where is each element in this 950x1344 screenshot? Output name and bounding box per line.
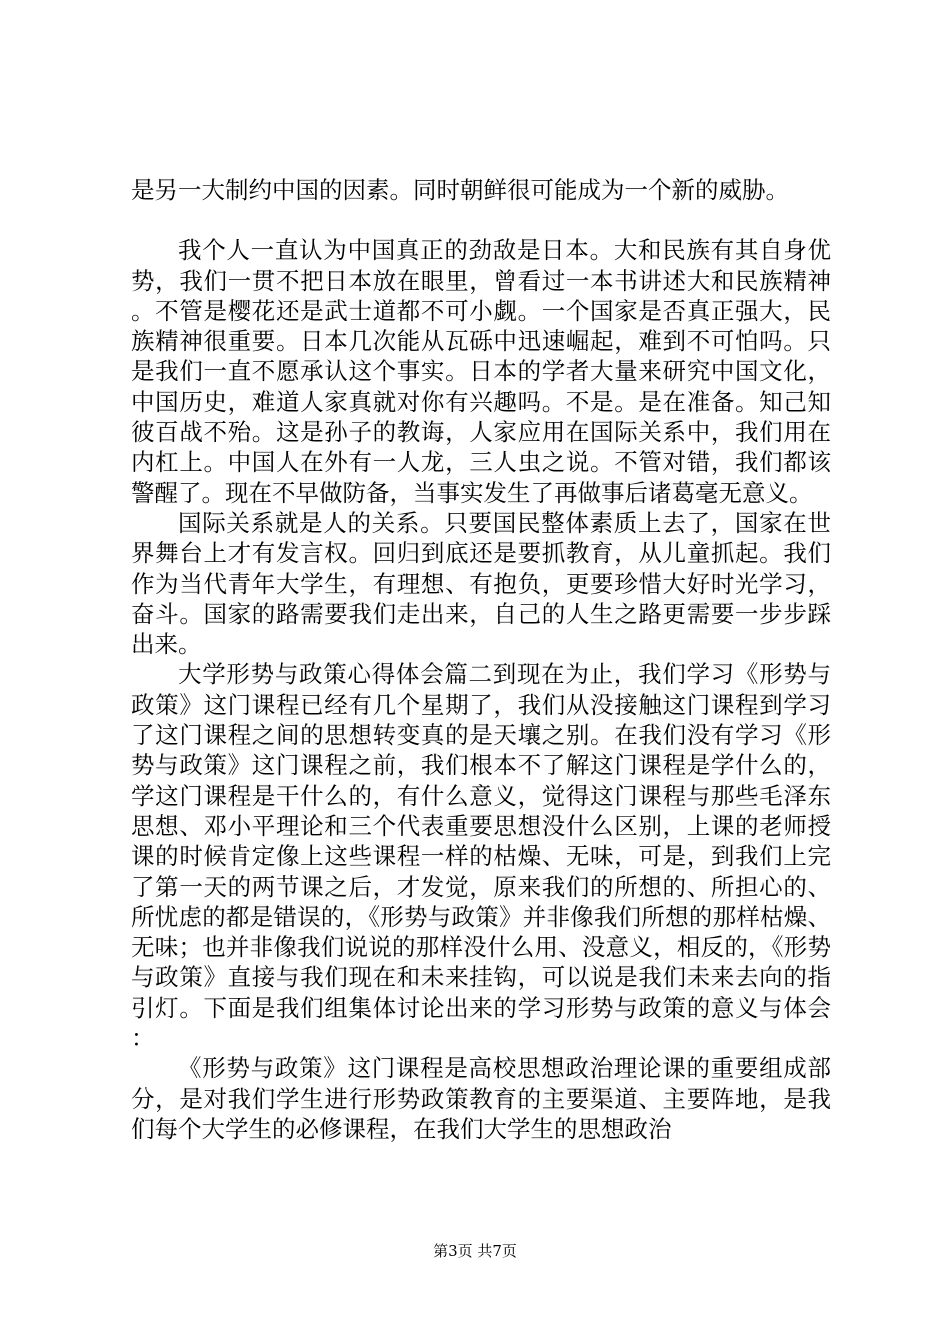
- paragraph-part-two-intro: 大学形势与政策心得体会篇二到现在为止，我们学习《形势与政策》这门课程已经有几个星期了，我们从没接触这门课程到学习了这门课程之间的思想转变真的是天壤之别。在我们没有学习《形势与政策》这门课程之前，我们根本不了解这门课程是学什么的，学这门课程是干什么的，有什么意义，觉得这门课程与那些毛泽东思想、邓小平理论和三个代表重要思想没什么区别，上课的老师授课的时候肯定像上这些课程一样的枯燥、无味，可是，到我们上完了第一天的两节课之后，才发觉，原来我们的所想的、所担心的、所忧虑的都是错误的，《形势与政策》并非像我们所想的那样枯燥、无味；也并非像我们说说的那样没什么用、没意义，相反的，《形势与政策》直接与我们现在和未来挂钩，可以说是我们未来去向的指引灯。下面是我们组集体讨论出来的学习形势与政策的意义与体会：: [131, 660, 831, 1053]
- paragraph-international-relations: 国际关系就是人的关系。只要国民整体素质上去了，国家在世界舞台上才有发言权。回归到底还是要抓教育，从儿童抓起。我们作为当代青年大学生，有理想、有抱负，更要珍惜大好时光学习，奋斗。国家的路需要我们走出来，自己的人生之路更需要一步步踩出来。: [131, 508, 831, 659]
- page-footer: 第3页 共7页: [433, 1242, 517, 1260]
- paragraph-course-significance: 《形势与政策》这门课程是高校思想政治理论课的重要组成部分，是对我们学生进行形势政策教育的主要渠道、主要阵地，是我们每个大学生的必修课程，在我们大学生的思想政治: [131, 1054, 831, 1143]
- document-body: [131, 175, 831, 1144]
- paragraph-japan-rival: 我个人一直认为中国真正的劲敌是日本。大和民族有其自身优势，我们一贯不把日本放在眼里，曾看过一本书讲述大和民族精神。不管是樱花还是武士道都不可小觑。一个国家是否真正强大，民族精神很重要。日本几次能从瓦砾中迅速崛起，难到不可怕吗。只是我们一直不愿承认这个事实。日本的学者大量来研究中国文化，中国历史，难道人家真就对你有兴趣吗。不是。是在准备。知己知彼百战不殆。这是孙子的教诲，人家应用在国际关系中，我们用在内杠上。中国人在外有一人龙，三人虫之说。不管对错，我们都该警醒了。现在不早做防备，当事实发生了再做事后诸葛毫无意义。: [131, 236, 831, 507]
- paragraph-continuation: 是另一大制约中国的因素。同时朝鲜很可能成为一个新的威胁。: [131, 176, 789, 204]
